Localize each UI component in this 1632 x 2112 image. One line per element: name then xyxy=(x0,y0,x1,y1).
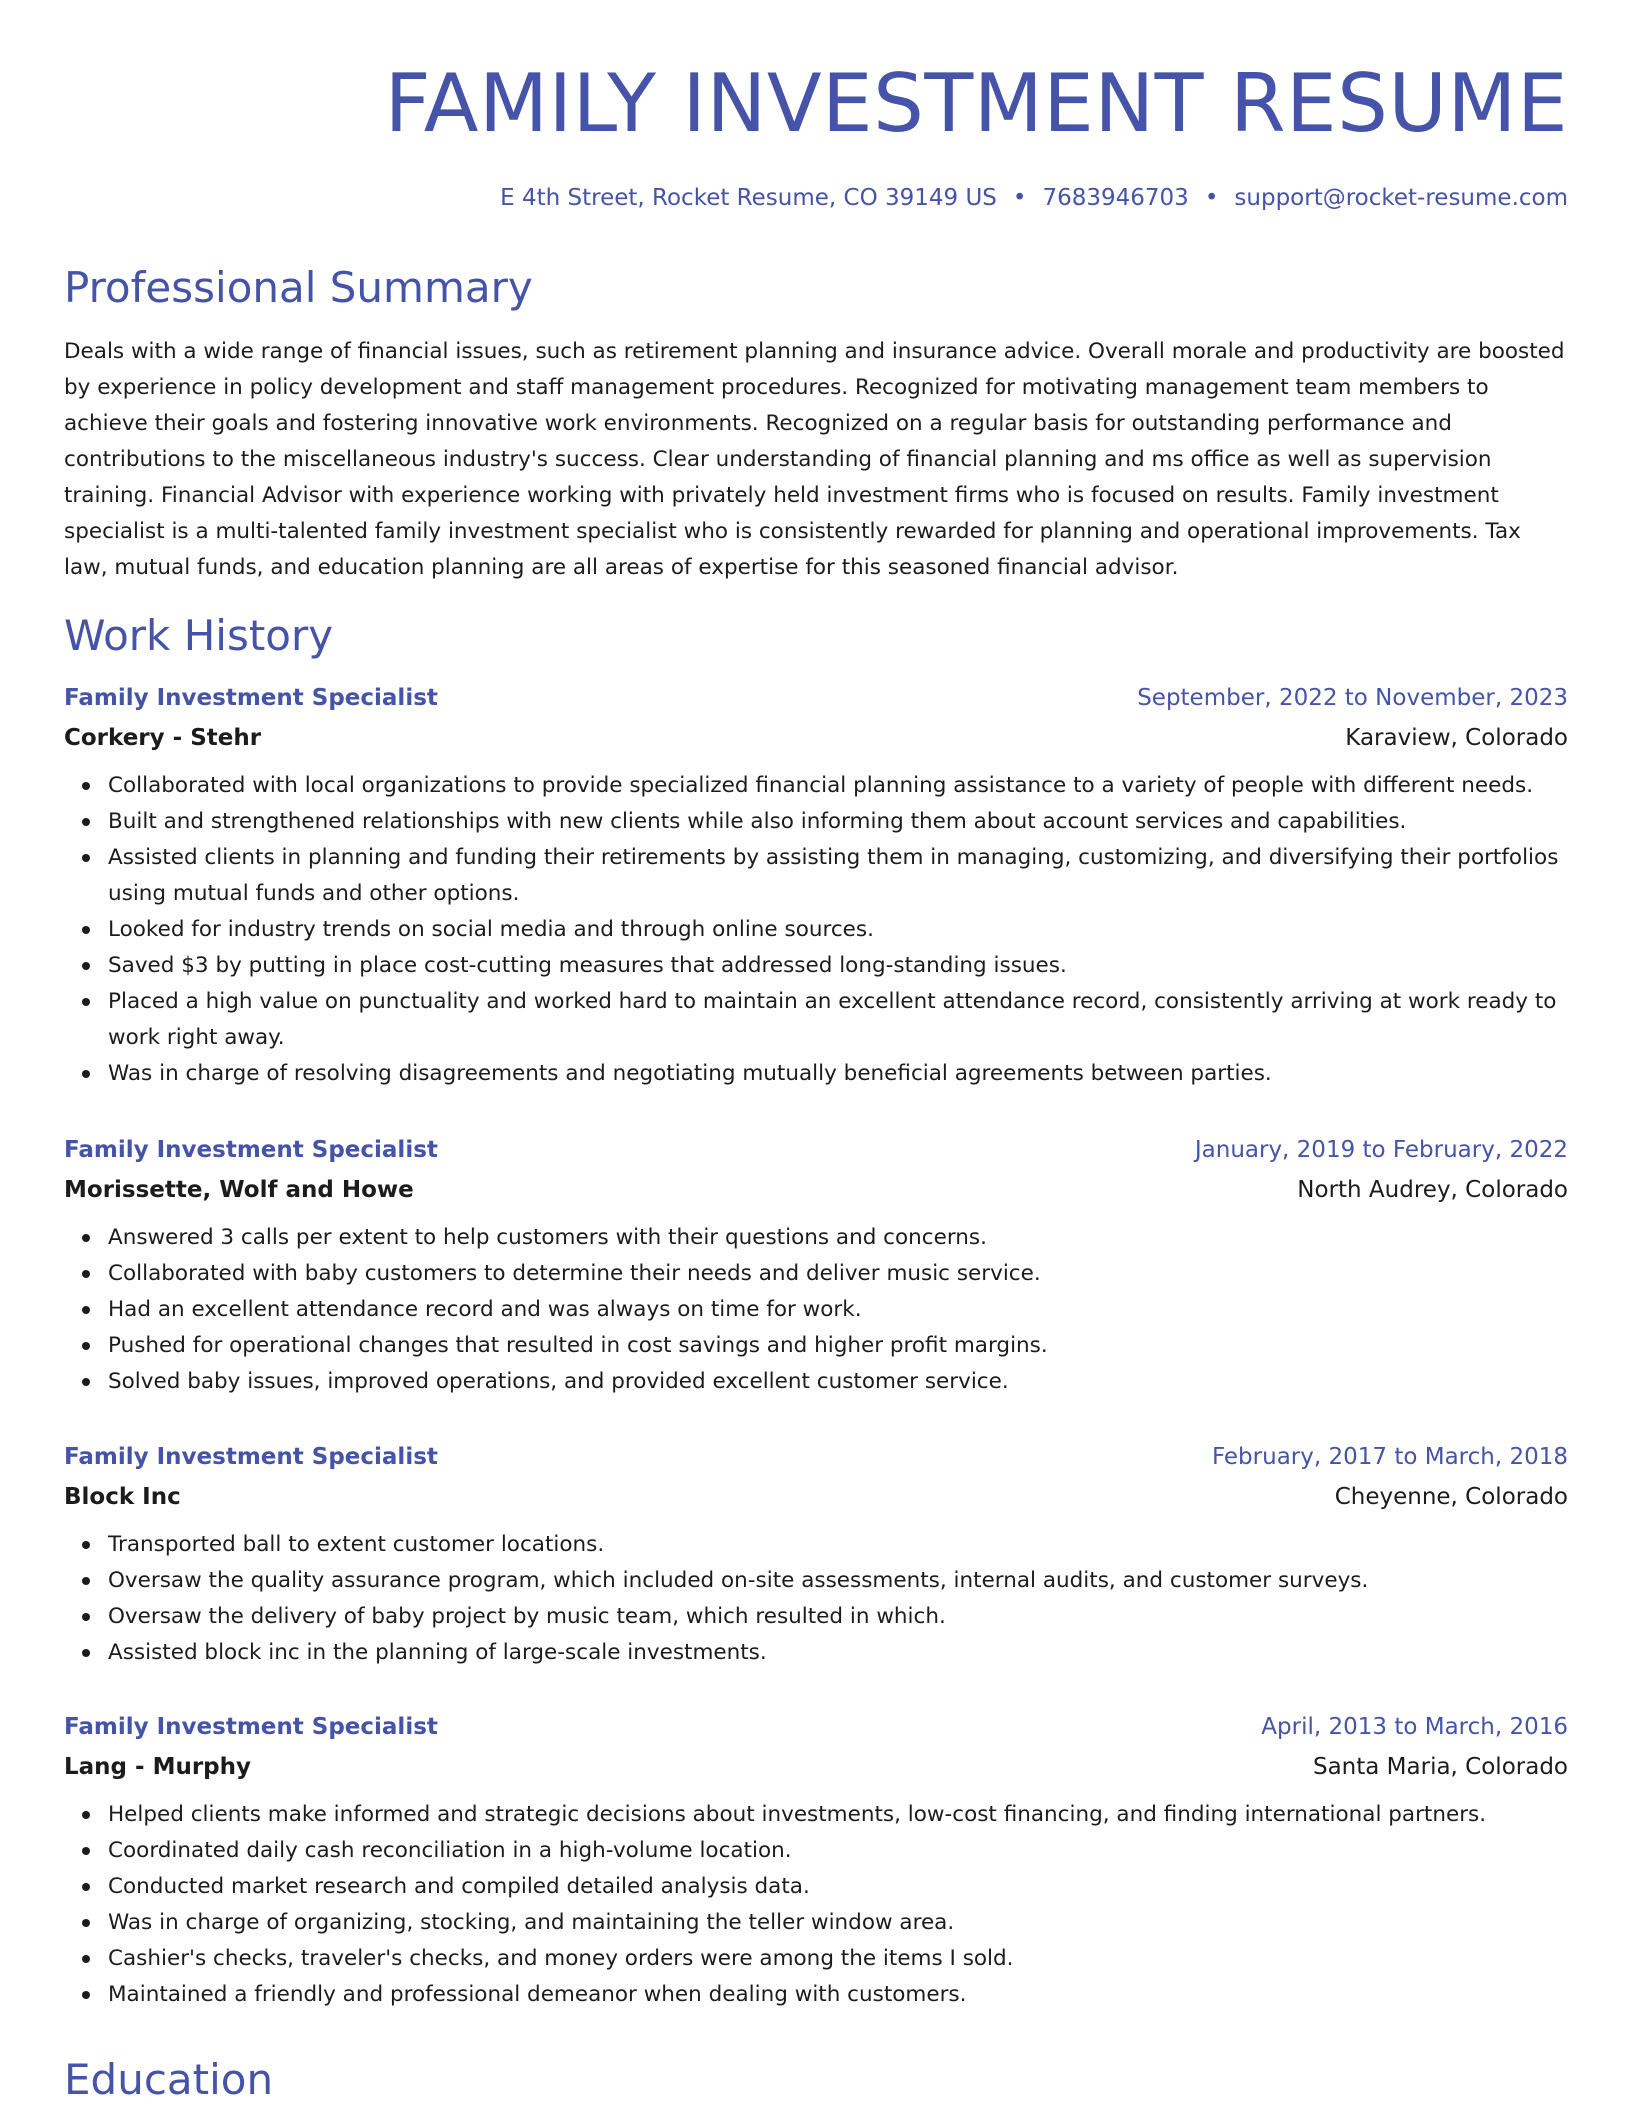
resume-title: FAMILY INVESTMENT RESUME xyxy=(384,57,1568,150)
job-dates: April, 2013 to March, 2016 xyxy=(1261,1714,1568,1740)
contact-address: E 4th Street, Rocket Resume, CO 39149 US xyxy=(500,185,997,211)
job-bullet-list xyxy=(64,1797,1568,2013)
job-entry xyxy=(64,1707,1568,2013)
job-bullet: Oversaw the quality assurance program, which included on-site assessments, internal audits, and customer surveys. xyxy=(108,1563,1568,1599)
section-title-work-history: Work History xyxy=(64,611,334,660)
job-header-row xyxy=(64,1437,1568,1477)
job-bullet: Helped clients make informed and strategic decisions about investments, low-cost financing, and finding international partners. xyxy=(108,1797,1568,1833)
section-title-education: Education xyxy=(64,2055,274,2104)
job-bullet: Conducted market research and compiled detailed analysis data. xyxy=(108,1869,1568,1905)
job-company-row xyxy=(64,718,1568,758)
job-bullet: Was in charge of organizing, stocking, and maintaining the teller window area. xyxy=(108,1905,1568,1941)
job-company: Morissette, Wolf and Howe xyxy=(64,1177,414,1203)
job-bullet: Collaborated with local organizations to provide specialized financial planning assistance to a variety of people with different needs. xyxy=(108,768,1568,804)
job-bullet: Assisted clients in planning and funding their retirements by assisting them in managing, customizing, and diversifying their portfolios using mutual funds and other options. xyxy=(108,840,1568,912)
contact-separator: • xyxy=(1204,185,1219,211)
job-bullet: Assisted block inc in the planning of large-scale investments. xyxy=(108,1635,1568,1671)
job-company: Lang - Murphy xyxy=(64,1754,252,1780)
job-location: Karaview, Colorado xyxy=(1345,725,1568,751)
job-company-row xyxy=(64,1747,1568,1787)
job-header-row xyxy=(64,1707,1568,1747)
job-company-row xyxy=(64,1170,1568,1210)
job-location: Cheyenne, Colorado xyxy=(1334,1484,1568,1510)
job-title: Family Investment Specialist xyxy=(64,685,438,711)
job-bullet-list xyxy=(64,768,1568,1092)
job-bullet: Answered 3 calls per extent to help customers with their questions and concerns. xyxy=(108,1220,1568,1256)
job-bullet: Saved $3 by putting in place cost-cutting measures that addressed long-standing issues. xyxy=(108,948,1568,984)
job-company: Corkery - Stehr xyxy=(64,725,262,751)
contact-phone: 7683946703 xyxy=(1042,185,1189,211)
job-location: North Audrey, Colorado xyxy=(1297,1177,1568,1203)
contact-separator: • xyxy=(1012,185,1027,211)
job-header-row xyxy=(64,678,1568,718)
job-title: Family Investment Specialist xyxy=(64,1137,438,1163)
job-entry xyxy=(64,1437,1568,1671)
job-title: Family Investment Specialist xyxy=(64,1714,438,1740)
job-dates: September, 2022 to November, 2023 xyxy=(1137,685,1568,711)
job-bullet-list xyxy=(64,1527,1568,1671)
job-location: Santa Maria, Colorado xyxy=(1312,1754,1568,1780)
job-bullet: Was in charge of resolving disagreements and negotiating mutually beneficial agreements between parties. xyxy=(108,1056,1568,1092)
job-bullet: Had an excellent attendance record and was always on time for work. xyxy=(108,1292,1568,1328)
job-bullet: Cashier's checks, traveler's checks, and money orders were among the items I sold. xyxy=(108,1941,1568,1977)
job-dates: January, 2019 to February, 2022 xyxy=(1194,1137,1568,1163)
job-dates: February, 2017 to March, 2018 xyxy=(1211,1444,1568,1470)
job-title: Family Investment Specialist xyxy=(64,1444,438,1470)
job-header-row xyxy=(64,1130,1568,1170)
summary-text: Deals with a wide range of financial issues, such as retirement planning and insurance advice. Overall morale and productivity are boosted by experience in policy development and staff management procedures. Recognized for motivating management team members to achieve their goals and fostering innovative work environments. Recognized on a regular basis for outstanding performance and contributions to the miscellaneous industry's success. Clear understanding of financial planning and ms office as well as supervision training. Financial Advisor with experience working with privately held investment firms who is focused on results. Family investment specialist is a multi-talented family investment specialist who is consistently rewarded for planning and operational improvements. Tax law, mutual funds, and education planning are all areas of expertise for this seasoned financial advisor. xyxy=(64,339,1565,580)
job-bullet: Maintained a friendly and professional demeanor when dealing with customers. xyxy=(108,1977,1568,2013)
section-title-summary: Professional Summary xyxy=(64,263,533,312)
job-bullet: Transported ball to extent customer locations. xyxy=(108,1527,1568,1563)
job-bullet: Built and strengthened relationships with new clients while also informing them about account services and capabilities. xyxy=(108,804,1568,840)
contact-email[interactable]: support@rocket-resume.com xyxy=(1234,185,1568,211)
job-bullet: Oversaw the delivery of baby project by music team, which resulted in which. xyxy=(108,1599,1568,1635)
job-bullet-list xyxy=(64,1220,1568,1400)
job-bullet: Solved baby issues, improved operations, and provided excellent customer service. xyxy=(108,1364,1568,1400)
job-bullet: Collaborated with baby customers to determine their needs and deliver music service. xyxy=(108,1256,1568,1292)
contact-line xyxy=(500,180,1568,216)
job-company: Block Inc xyxy=(64,1484,181,1510)
job-bullet: Placed a high value on punctuality and worked hard to maintain an excellent attendance record, consistently arriving at work ready to work right away. xyxy=(108,984,1568,1056)
job-bullet: Looked for industry trends on social media and through online sources. xyxy=(108,912,1568,948)
job-entry xyxy=(64,1130,1568,1400)
job-entry xyxy=(64,678,1568,1092)
job-company-row xyxy=(64,1477,1568,1517)
job-bullet: Coordinated daily cash reconciliation in a high-volume location. xyxy=(108,1833,1568,1869)
job-bullet: Pushed for operational changes that resulted in cost savings and higher profit margins. xyxy=(108,1328,1568,1364)
